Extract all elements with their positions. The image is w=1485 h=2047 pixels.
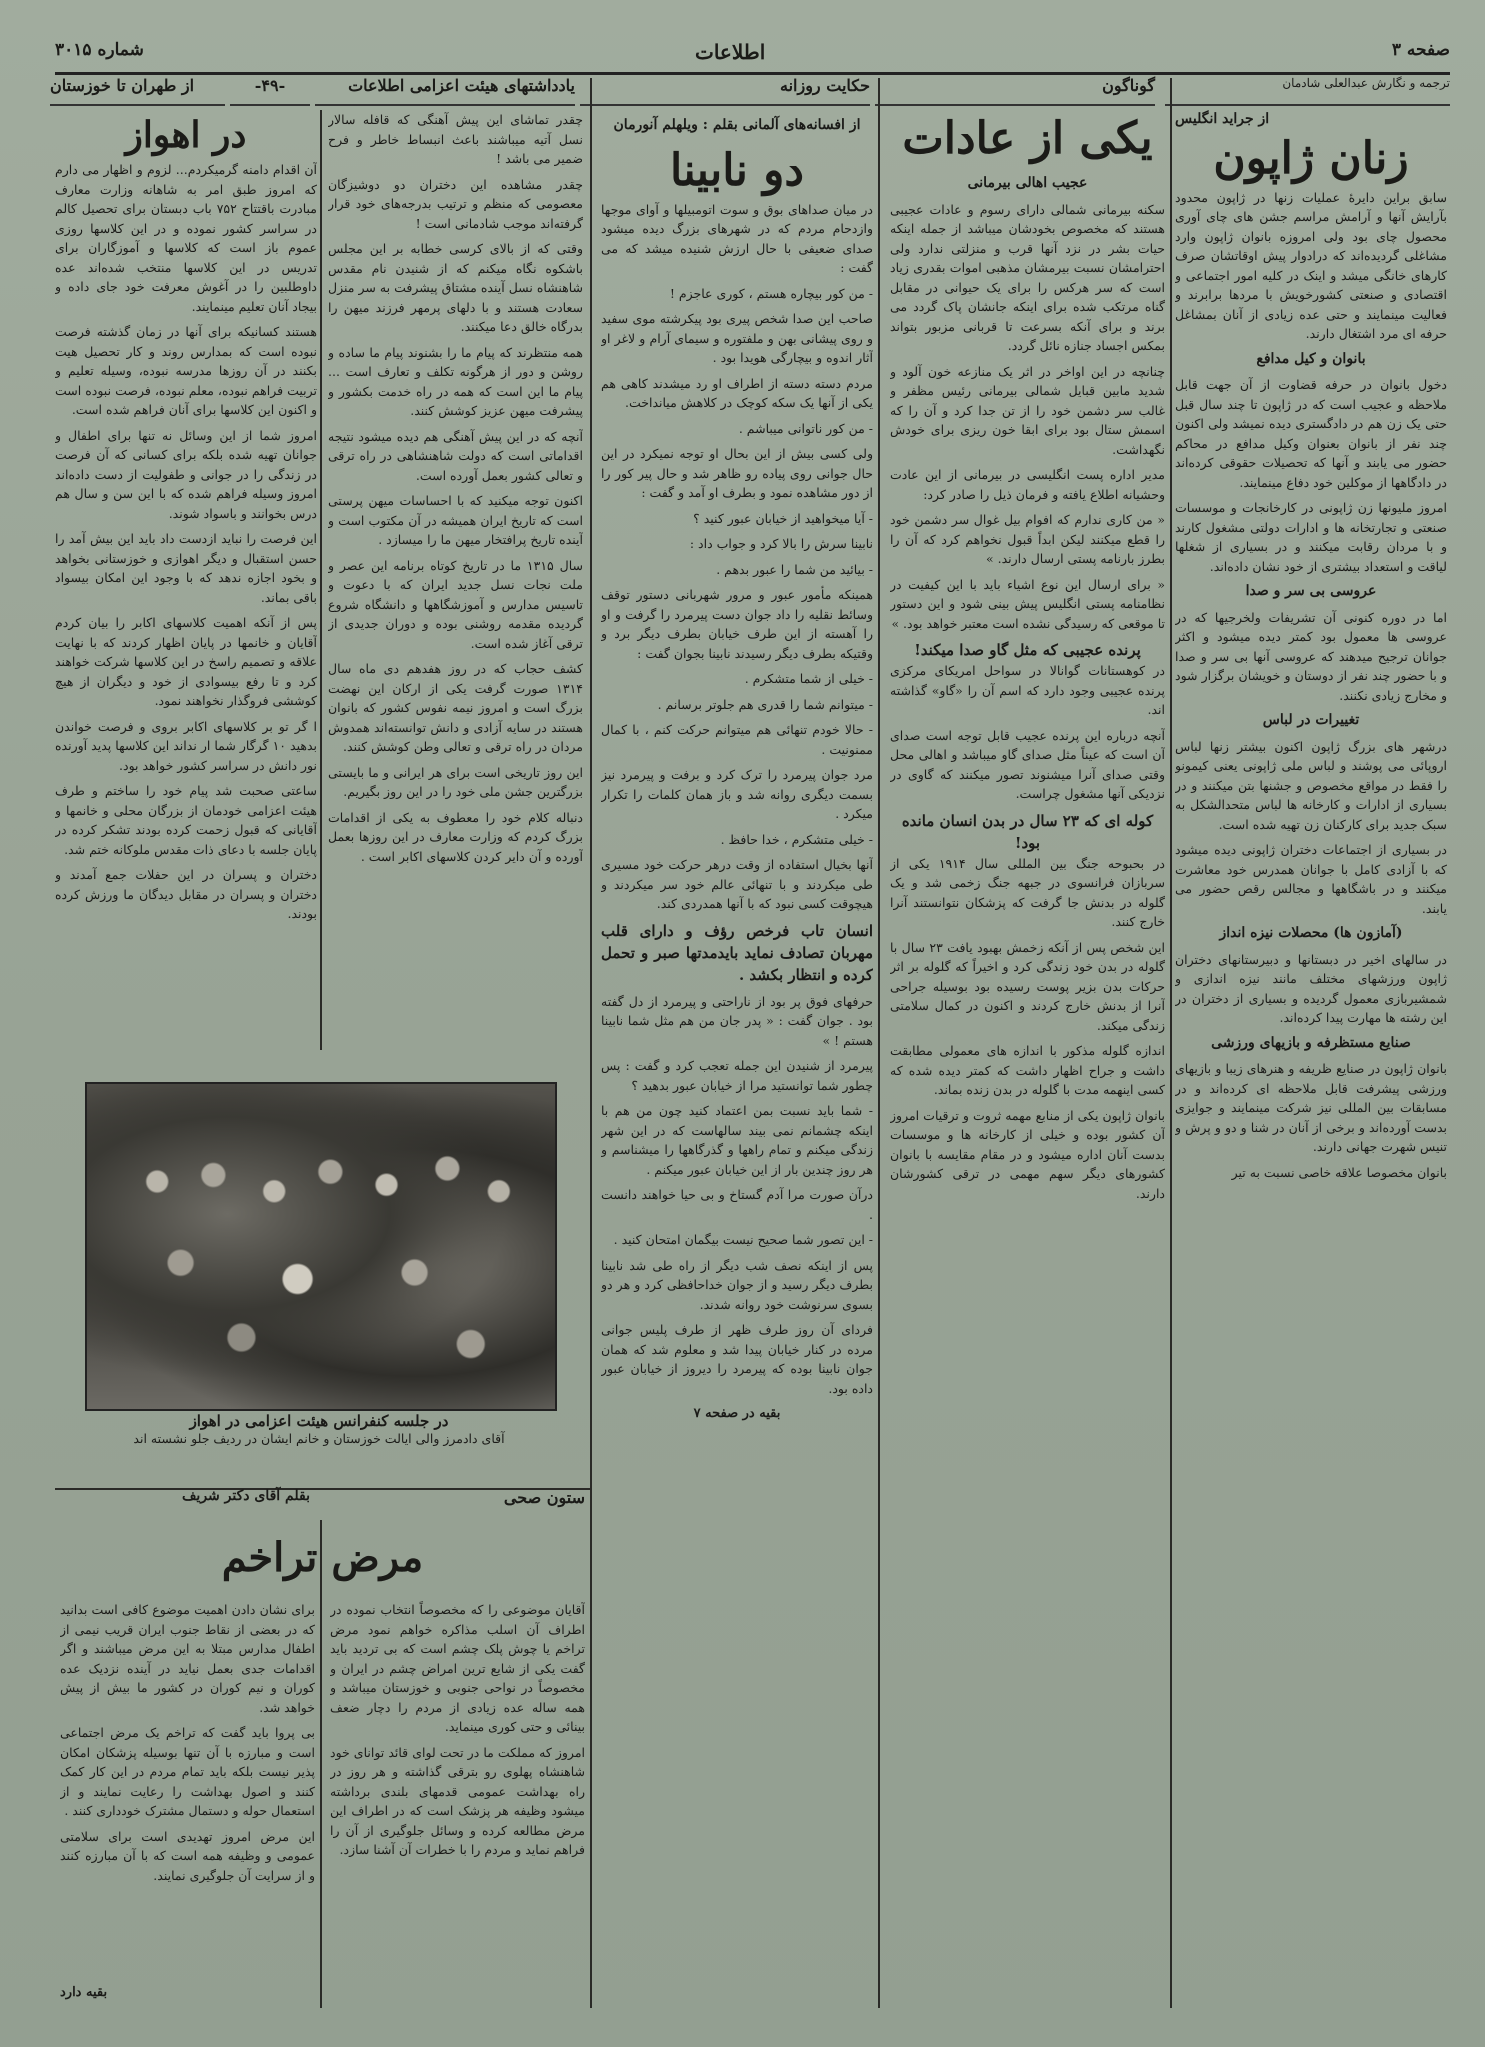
paper-name: اطلاعات [695, 40, 766, 64]
paragraph: صاحب این صدا شخص پیری بود پیکرشته موی سفید و روی پیشانی بهن و ملفتوره و سیمای آرام و لاغر او آثار اندوه و بیچارگی هویدا بود . [601, 311, 873, 365]
paragraph: « من کاری ندارم که افوام بیل غوال سر دشمن خود را قطع میکنند لیکن ابداً قبول نخواهم کرد که آن را بطرز بارنامه پستی ارسال دارند. » [890, 512, 1165, 566]
paragraph: - من کور ناتوانی میباشم . [738, 420, 873, 436]
paragraph: درآن صورت مرا آدم گستاخ و بی حیا خواهند دانست . [601, 1187, 873, 1222]
article-two-blind [601, 110, 873, 2010]
headline-cow-bird: پرنده عجیبی که مثل گاو صدا میکند! [914, 641, 1141, 659]
paragraph: - حالا خودم تنهائی هم میتوانم حرکت کنم ، با کمال ممنونیت . [601, 722, 873, 757]
paragraph: وقتی که از بالای کرسی خطابه بر این مجلس باشکوه نگاه میکنم که از شنیدن نام مقدس شاهنشاه نسل آینده مشتاق پیشرفت به سر منزل سعادت هستند و با دلهای پرمهر فرزند میهن را بدرگاه خالق دعا میکنند. [328, 241, 583, 334]
headline-trachoma: مرض تراخم [221, 1534, 424, 1581]
paragraph: امروز ملیونها زن ژاپونی در کارخانجات و موسسات صنعتی و تجارتخانه ها و ادارات دولتی مشغول کارند و با مردان رقابت میکنند و در بسیاری از شغلها لیاقت و استعداد بیشتری از خود نشان داده‌اند. [1175, 500, 1447, 574]
pull-quote: انسان تاب فرخص رؤف و دارای قلب مهربان تصادف نماید بایدمدتها صبر و تحمل کرده و انتظار بکشد . [601, 921, 873, 984]
paragraph: - خیلی متشکرم ، خدا حافظ . [720, 831, 873, 847]
article-customs [890, 110, 1165, 2010]
paragraph: پس از اینکه نصف شب دیگر از راه طی شد نابینا بطرف دیگر رسید و از جوان خداحافظی کرد و هر دو بسوی سرنوشت خود روانه شدند. [601, 1257, 873, 1312]
paragraph: « برای ارسال این نوع اشیاء باید با این کیفیت در نظامنامه پستی انگلیس پیش بینی شود و این دستور تا موقعی که رسیدگی نشده است معتبر خواهد بود. » [890, 576, 1165, 631]
paragraph: آنچه درباره این پرنده عجیب قابل توجه است صدای آن است که عیناً مثل صدای گاو میباشد و اهالی محل وقتی صدای آنرا میشنوند تصور میکنند که گاوی در نزدیکی آنها مشغول چراست. [890, 727, 1165, 801]
story-kicker: حکایت روزانه [580, 76, 870, 106]
paragraph: برای نشان دادن اهمیت موضوع کافی است بدانید که در بعضی از نقاط جنوب ایران قریب نیمی از اطفال مدارس مبتلا به این مرض میباشند و اگر اقدامات جدی بعمل نیاید در آینده نزدیک عده کوران و نیم کوران در کشور ما بیش از پیش خواهد شد. [60, 1602, 315, 1715]
paragraph: آنها بخیال استفاده از وقت درهر حرکت خود مسیری طی میکردند و با تنهائی عالم خود سر میکردند و هیچوقت کسی نبود که با آنها همدردی کند. [601, 857, 873, 911]
subheading: تغییرات در لباس [1262, 712, 1360, 728]
paragraph: فردای آن روز طرف ظهر از طرف پلیس جوانی مرده در کنار خیابان پیدا شد و معلوم شد که همان جوان نابینا بوده که پیرمرد را دیروز از خیابان عبور داده بود. [601, 1322, 873, 1396]
continued-note: بقیه دارد [60, 1985, 108, 2000]
article-source: از جراید انگلیس [1175, 111, 1270, 127]
paragraph: چقدر مشاهده این دختران دو دوشیزگان معصومی که منظم و ترتیب بدرجه‌های خود قرار گرفته‌اند موجب شادمانی است ! [328, 176, 583, 231]
paragraph: - بیائید من شما را عبور بدهم . [716, 561, 873, 577]
health-column-label: ستون صحی [503, 1488, 585, 1507]
paragraph: نابینا سرش را بالا کرد و جواب داد : [689, 536, 873, 551]
paragraph: حرفهای فوق پر بود از ناراحتی و پیرمرد از دل گفته بود . جوان گفت : « پدر جان من هم مثل شما نابینا هستم ! » [601, 993, 873, 1048]
paragraph: - خیلی از شما متشکرم . [744, 671, 873, 686]
paragraph: بانوان ژاپون در صنایع ظریفه و هنرهای زیبا و بازیهای ورزشی پیشرفت قابل ملاحظه ای کرده‌اند و در مسابقات بین المللی نیز شرکت مینمایند و جوایزی بدست آورده‌اند و برخی از آنان در شنا و دو و پرش و تنیس شهرت جهانی دارند. [1175, 1061, 1447, 1154]
paragraph: اندازه گلوله مذکور با اندازه های معمولی مطابقت داشت و جراح اظهار داشت که کمتر دیده شده که کسی اینهمه مدت با گلوله در بدن زنده بماند. [890, 1043, 1165, 1097]
paragraph: در بحبوحه جنگ بین المللی سال ۱۹۱۴ یکی از سربازان فرانسوی در جبهه جنگ زخمی شد و یک گلوله در بدنش جا گرفت که پزشکان نتوانستند آنرا خارج کنند. [890, 855, 1165, 929]
paragraph: اکنون توجه میکنید که با احساسات میهن پرستی است که تاریخ ایران همیشه در آن مکتوب است و آینده تاریخ پرافتخار میهن ما را میسازد . [328, 493, 583, 547]
health-byline: بقلم آقای دکتر شریف [181, 1488, 310, 1504]
paragraph: - آیا میخواهید از خیابان عبور کنید ؟ [693, 510, 873, 526]
subheading: (آمازون ها) محصلات نیزه انداز [1219, 925, 1403, 941]
column-rule [320, 110, 322, 1050]
paragraph: سابق براین دایرهٔ عملیات زنها در ژاپون محدود بآرایش آنها و آرامش مراسم جشن های چای آوری محصول چای بود ولی امروزه بانوان ژاپون وارد مشاغلی گردیده‌اند که درادوار پیش اوقاتشان صرف کارهای خانگی میشد و اینک در کلیه امور اجتماعی و اقتصادی و صنعتی کشورخویش با مردها برابرند و فعالیت مینمایند و حتی عده زیادی از آنان بمشاغل حرفه ای مرد اشتغال دارند. [1175, 189, 1447, 341]
continued-note: بقیه در صفحه ۷ [693, 1406, 781, 1421]
column-rule [878, 78, 880, 2008]
memoirs-route: از طهران تا خوزستان [50, 76, 225, 106]
paragraph: در بسیاری از اجتماعات دختران ژاپونی دیده میشود که با آزادی کامل با جوانان همدرس خود معاشرت میکنند و در باشگاهها و مجالس رقص حضور می یابند. [1175, 842, 1447, 916]
article-japanese-women [1175, 110, 1447, 2010]
photo-caption-line: آقای دادمرز والی ایالت خوزستان و خانم ایشان در ردیف جلو نشسته اند [133, 1431, 505, 1446]
paragraph: امروز که مملکت ما در تحت لوای قائد توانای خود شاهنشاه پهلوی رو بترقی گذاشته و هر روز در راه بهداشت عمومی قدمهای بلندی برداشته میشود وظیفه هر پزشک است که در اطراف این مرض مطالعه کرده و وسائل جلوگیری از آن را فراهم نماید و مردم را با خطرات آن آشنا سازد. [330, 1744, 585, 1857]
paragraph: - میتوانم شما را قدری هم جلوتر برسانم . [657, 696, 873, 712]
paragraph: پیرمرد از شنیدن این جمله تعجب کرد و گفت : پس چطور شما توانستید مرا از خیابان عبور بدهید ؟ [601, 1058, 873, 1093]
paragraph: این روز تاریخی است برای هر ایرانی و ما بایستی بزرگترین جشن ملی خود را در این روز بگیریم. [328, 764, 583, 799]
byline-translator: ترجمه و نگارش عبدالعلی شادمان [1165, 76, 1450, 106]
paragraph: آنچه که در این پیش آهنگی هم دیده میشود نتیجه اقداماتی است که دولت شاهنشاهی در راه ترقی و تعالی کشور بعمل آورده است. [328, 428, 583, 483]
paragraph: در کوهستانات گوانالا در سواحل امریکای مرکزی پرنده عجیبی وجود دارد که اسم آن را «گاو» گذاشته اند. [890, 663, 1165, 717]
headline-customs: یکی از عادات [902, 113, 1153, 164]
paragraph: این مرض امروز تهدیدی است برای سلامتی عمومی و وظیفه همه است که با آن مبارزه کنند و از سرایت آن جلوگیری نمایند. [60, 1828, 315, 1883]
column-rule [1170, 78, 1172, 2008]
paragraph: دختران و پسران در این حفلات جمع آمدند و دختران و پسران در مقابل دیدگان ما ورزش کرده بودند. [55, 867, 317, 921]
paragraph: درشهر های بزرگ ژاپون اکنون بیشتر زنها لباس اروپائی می پوشند و لباس ملی ژاپونی یعنی کیمونو را فقط در مواقع مخصوص و جشنها بتن میکنند و در بسیاری از ادارات و کارخانه ها لباس متحدالشکل به سبک جدید برای کارکنان زن تهیه شده است. [1175, 738, 1447, 832]
paragraph: این فرصت را نباید ازدست داد باید این بیش آمد را حسن استقبال و دیگر اهوازی و خوزستانی بخواهد و بخود اجازه ندهد که با وجود این امکان بیسواد باقی بماند. [55, 531, 317, 605]
column-rule [320, 1520, 322, 2008]
trachoma-text-left [60, 1600, 315, 1980]
memoirs-title: یادداشتهای هیئت اعزامی اطلاعات [315, 76, 575, 106]
paragraph: این شخص پس از آنکه زخمش بهبود یافت ۲۳ سال با گلوله در بدن خود زندگی کرد و اخیراً که گلوله بر اثر حرکات بدن بزیر پوست رسیده بود بوسیله جراحی آنرا از بدنش خارج کردند و اکنون در کمال سلامتی زندگی میکند. [890, 939, 1165, 1033]
paragraph: - این تصور شما صحیح نیست بیگمان امتحان کنید . [613, 1232, 873, 1247]
conference-photo [85, 1082, 557, 1411]
trachoma-text-right [330, 1600, 585, 1940]
headline-ahvaz: در اهواز [125, 114, 247, 156]
paragraph: آن اقدام دامنه گرمیکردم... لزوم و اظهار می دارم که امروز طبق امر به شاهانه وزارت معارف مبادرت باقتتاح ۷۵۲ باب دبستان برای تحصیل کالم در سراسر کشور نموده و در این کلاسها روزی عموم باز است که کلاسها و آموزگاران برای تدریس در این کلاسها منتخب شده‌اند عده داوطلبین را در آغوش معرفت خود جای داده و بیجاد آنان تعلیم مینمایند. [55, 162, 317, 314]
paragraph: بانوان ژاپون یکی از منابع مهمه ثروت و ترقیات امروز آن کشور بوده و خیلی از کارخانه ها و موسسات بدست آنان اداره میشود و در مقام مقایسه با بانوان کشورهای دیگر سهم مهمی در ترقی کشورشان دارند. [890, 1107, 1165, 1201]
paragraph: آقایان موضوعی را که مخصوصاً انتخاب نموده در اطراف آن اسلب مذاکره خواهم نمود مرض تراخم یا چوش پلک چشم است که بی تردید باید گفت یکی از شایع ترین امراض چشم در ایران و مخصوصاً در نواحی جنوبی و خوزستان میباشد و همه ساله عده زیادی از مردم را دچار ضعف بینائی و حتی کوری مینماید. [330, 1602, 585, 1734]
paragraph: همه منتظرند که پیام ما را بشنوند پیام ما ساده و روشن و دور از هرگونه تکلف و تعارف است ... پیام ما این است که همه در راه خدمت بکشور و پیشرفت میهن عزیز کوشش کنند. [328, 344, 583, 418]
memoirs-number: -۴۹- [230, 76, 310, 106]
issue-number: شماره ۳۰۱۵ [55, 40, 144, 60]
paragraph: سال ۱۳۱۵ ما در تاریخ کوتاه برنامه این عصر و ملت نجات نسل جدید ایران که با دعوت و تاسیس مدارس و آموزشگاهها و دانشگاه شروع گردیده مقدمه روشنی بوده و دوران جدیدی از ترقی آغاز شده است. [328, 557, 583, 651]
paragraph: کشف حجاب که در روز هفدهم دی ماه سال ۱۳۱۴ صورت گرفت یکی از ارکان این نهضت بزرگ است و امروز نیمه نفوس کشور که بانوان هستند در سایه آزادی و دانش توانسته‌اند همدوش مردان در راه ترقی و تعالی وطن کوشش کنند. [328, 661, 583, 754]
paragraph: مدیر اداره پست انگلیسی در بیرمانی از این عادت وحشیانه اطلاع یافته و فرمان ذیل را صادر کرد: [890, 467, 1165, 502]
gonagon-label: گوناگون [875, 76, 1155, 106]
paragraph: دخول بانوان در حرفه قضاوت از آن جهت قابل ملاحظه و عجیب است که در ژاپون تا چند سال قبل حتی یک زن هم در دادگستری دیده نمیشد ولی اکنون چند نفر از بانوان بعنوان وکیل مدافع در محاکم حضور می یابند و آنها که تحصیلات حقوقی کرده‌اند در دادگاهها از موکلین خود دفاع مینمایند. [1175, 377, 1447, 490]
subheading: عروسی بی سر و صدا [1245, 583, 1377, 599]
paragraph: ا گر تو بر کلاسهای اکابر بروی و فرصت خواندن بدهید ۱۰ گرگار شما ار نداند این کلاسها پدید آورنده نور دانش در سراسر کشور خواهد بود. [55, 718, 317, 773]
paragraph: ساعتی صحبت شد پیام خود را ساختم و طرف هیئت اعزامی خودمان از بزرگان محلی و خانمها و آقایانی که قبول زحمت کرده بودند تشکر کرده در پایان جلسه با دعای ذات مقدس ملوکانه ختم شد. [55, 783, 317, 857]
headline-japanese-women: زنان ژاپون [1213, 132, 1409, 184]
paragraph: دنباله کلام خود را معطوف به یکی از اقدامات بزرگ کردم که وزارت معارف در این روزها بعمل آورده و آن دایر کردن کلاسهای اکابر است . [328, 809, 583, 864]
article-ahvaz-left [55, 110, 317, 1070]
paragraph: مرد جوان پیرمرد را ترک کرد و برفت و پیرمرد نیز بسمت دیگری روانه شد و باز همان کلمات را تکرار میکرد . [601, 767, 873, 821]
story-byline: از افسانه‌های آلمانی بقلم : ویلهلم آنورمان [613, 117, 861, 133]
paragraph: در سالهای اخیر در دبستانها و دبیرستانهای دختران ژاپون ورزشهای مختلف مانند نیزه اندازی و شمشیربازی معمول گردیده و بسیاری از دختران در این رشته ها مهارت پیدا کرده‌اند. [1175, 951, 1447, 1025]
article-ahvaz-right [328, 110, 583, 1070]
paragraph: امروز شما از این وسائل نه تنها برای اطفال و جوانان تهیه شده بلکه برای کسانی که آن فرصت در زندگی را در جوانی و طفولیت از دست داده‌اند امروز وسیله فراهم شده که با این سن و سال هم درس بخوانند و باسواد شوند. [55, 427, 317, 521]
page-number: صفحه ۳ [1391, 40, 1450, 60]
paragraph: چنانچه در این اواخر در اثر یک منازعه خون آلود و شدید مابین قبایل شمالی بیرمانی رئیس مظفر و غالب سر دشمن خود را از تن جدا کرد و آن را که اسمش ستال بود برای ابقا خون ریزی برای خودش نگهداشت. [890, 363, 1165, 457]
subheading: صنایع مستظرفه و بازیهای ورزشی [1211, 1034, 1411, 1051]
paragraph: اما در دوره کنونی آن تشریفات ولخرجیها که در عروسی ها معمول بود کمتر دیده میشود و اکثر جوانان ترجیح میدهند که عروسی آنها بی سر و صدا و با حضور چند نفر از دوستان و خویشان برگزار شود و مخارج زیادی نکنند. [1175, 609, 1447, 703]
paragraph: ولی کسی بیش از این بحال او توجه نمیکرد در این حال جوانی روی پیاده رو ظاهر شد و حال پیر کور را از دور مشاهده نمود و بطرف او آمد و گفت : [601, 446, 873, 500]
headline-two-blind: دو نابینا [669, 144, 805, 196]
paragraph: بانوان مخصوصا علاقه خاصی نسبت به تیر [1231, 1164, 1447, 1180]
paragraph: هستند کسانیکه برای آنها در زمان گذشته فرصت نبوده است که بمدارس روند و کار تحصیل هیت بکنند در آن روزها مدرسه نبوده، وسیله تعلیم و تربیت فراهم نبوده، معلم نبوده، فرصت نبوده است و اکنون این کلاسها برای آنان فراهم شده است. [55, 324, 317, 417]
headline-bullet: کوله ای که ۲۳ سال در بدن انسان مانده بود! [901, 811, 1154, 852]
paragraph: در میان صداهای بوق و سوت اتومبیلها و آوای موجها وازدحام مردم که در شهرهای بزرگ دیده میشود صدای ضعیفی با حال ارزش شنیده میشد که می گفت : [601, 201, 873, 275]
column-rule [590, 78, 592, 2008]
masthead [55, 38, 1450, 75]
crowd-figures [87, 1084, 555, 1409]
paragraph: بی پروا باید گفت که تراخم یک مرض اجتماعی است و مبارزه با آن تنها بوسیله پزشکان امکان پذیر نیست بلکه باید تمام مردم در این کار کمک کنند و اصول بهداشت را رعایت نمایند و از استعمال حوله و دستمال مشترک خودداری کنند . [60, 1725, 315, 1818]
photo-caption [85, 1412, 553, 1448]
paragraph: همینکه مأمور عبور و مرور شهربانی دستور توقف وسائط نقلیه را داد جوان دست پیرمرد را گرفت و او را آهسته از این طرف خیابان بطرف دیگر برد و وقتیکه بطرف دیگر رسیدند نابینا بجوان گفت : [601, 587, 873, 661]
paragraph: مردم دسته دسته از اطراف او رد میشدند کاهی هم یکی از آنها یک سکه کوچک در کلاهش میانداخت. [601, 375, 873, 410]
paragraph: سکنه بیرمانی شمالی دارای رسوم و عادات عجیبی هستند که مخصوص بخودشان میباشد از جمله اینکه حیات بشر در نزد آنها قرب و منزلتی ندارد ولی احترامشان نسبت بیرمشان مذهبی اموات بقدری زیاد است که سر هرکس را برای یک حیوانی در مقابل گناه مرتکب شده برای اینکه جانشان پاک گردد می برند و برای آنکه بسرعت تا قربانی مزبور بتواند بمکس اجساد جنازه نائل گردد. [890, 201, 1165, 353]
paragraph: چقدر تماشای این پیش آهنگی که قافله سالار نسل آتیه میباشند باعث انبساط خاطر و فرح ضمیر می باشد ! [328, 112, 583, 166]
paragraph: - من کور بیچاره هستم ، کوری عاجزم ! [669, 285, 873, 301]
subheading: بانوان و کیل مدافع [1256, 350, 1366, 367]
paragraph: - شما باید نسبت بمن اعتماد کنید چون من هم با اینکه چشمانم نمی بیند سالهاست که در این شهر زندگی میکنم و تمام راهها و گذرگاهها را میشناسم و هر روز چندین بار از این خیابان عبور میکنم . [601, 1103, 873, 1177]
paragraph: پس از آنکه اهمیت کلاسهای اکابر را بیان کردم آقایان و خانمها در پایان اظهار کردند که با نهایت علاقه و تصمیم راسخ در این کلاسها شرکت خواهند کرد و تا رفع بیسوادی از خود و دیگران از هیچ کوششی فروگذار نخواهند نمود. [55, 615, 317, 708]
subheading: عجیب اهالی بیرمانی [967, 175, 1088, 191]
photo-caption-title: در جلسه کنفرانس هیئت اعزامی در اهواز [189, 1412, 449, 1430]
